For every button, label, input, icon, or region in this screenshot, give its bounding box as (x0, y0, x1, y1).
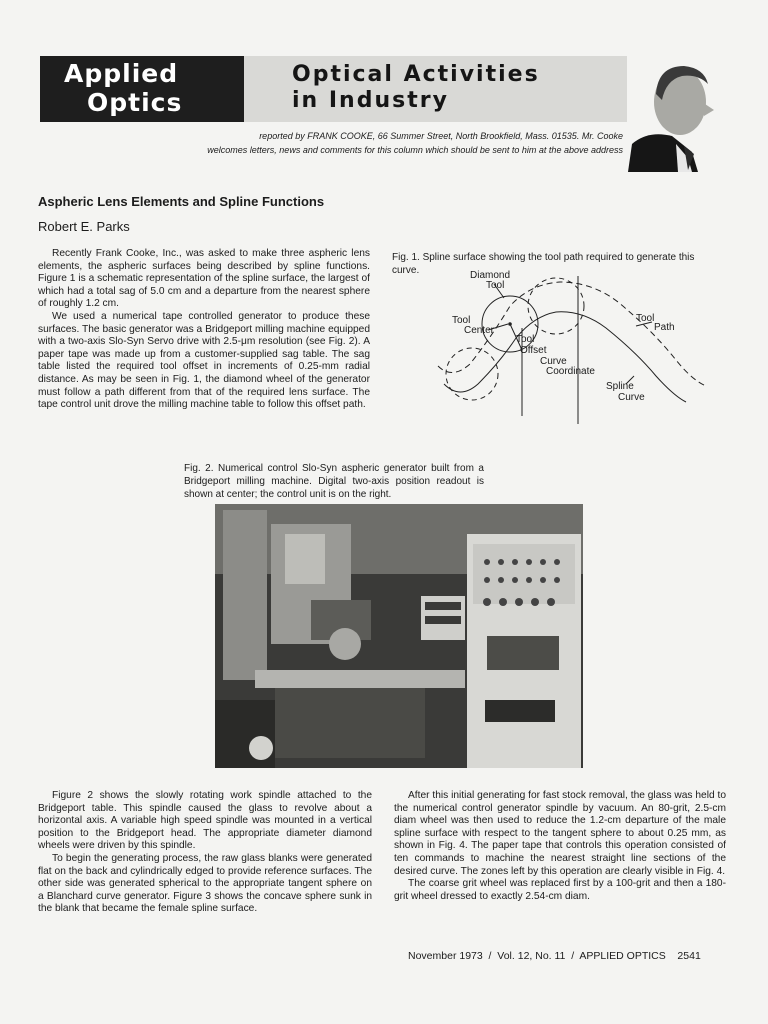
column-title-line-2: in Industry (292, 88, 449, 113)
paragraph-3: Figure 2 shows the slowly rotating work spindle attached to the Bridgeport table. This spindle caused the glass to revolve about a horizontal axis. A variable high speed spindle was mounted in a vertical position to the Bridgeport head. The appropriate diameter diamond wheels were driven by this spindle. (38, 790, 372, 852)
paragraph-4: To begin the generating process, the raw glass blanks were generated flat on the back and cylindrically edged to provide reference surfaces. The other side was generated spherical to the appropriate tangent sphere on a Blanchard curve generator. Figure 3 shows the concave sphere sunk in the blank that became the female spline surface. (38, 852, 372, 915)
label-tool-offset-2: Offset (520, 345, 547, 356)
paragraph-5: After this initial generating for fast stock removal, the glass was held to the numerical control generator spindle by vacuum. An 80-grit, 2.5-cm diam wheel was then used to reduce the 1.2-cm departure of the male spline surface with respect to the tangent sphere to about 0.25 mm, as shown in Fig. 4. The paper tape that controls this operation consisted of ten commands to machine the nearest straight line sections of the desired curve. The zones left by this operation are clearly visible in Fig. 4. (394, 790, 726, 877)
body-column-left-bottom (38, 790, 372, 916)
reporter-line-2: welcomes letters, news and comments for this column which should be sent to him at the above address (207, 145, 623, 155)
label-spline-1: Spline (606, 381, 634, 392)
article-title: Aspheric Lens Elements and Spline Functions (38, 194, 325, 209)
label-curve-2: Coordinate (546, 366, 595, 377)
tool-wheel-ghost-left (446, 348, 498, 400)
figure-1-caption: Fig. 1. Spline surface showing the tool path required to generate this curve. (392, 252, 695, 276)
page-footer: November 1973 / Vol. 12, No. 11 / APPLIED OPTICS 2541 (408, 950, 701, 962)
column-title-line-1: Optical Activities (292, 62, 540, 87)
paragraph-6: The coarse grit wheel was replaced first by a 100-grit and then a 180-grit wheel dressed to exactly 2.54-cm diam. (394, 878, 726, 902)
paragraph-1: Recently Frank Cooke, Inc., was asked to make three aspheric lens elements, the aspheric surfaces being described by spline functions. Figure 1 is a schematic representation of the spline surface, the largest of which had a total sag of 5.0 cm and a departure from the nearest sphere of roughly 1.2 cm. (38, 248, 370, 310)
label-curve-1: Curve (540, 356, 567, 367)
tool-center-dot (508, 322, 512, 326)
machine-table (255, 670, 465, 688)
logo-line-2: Optics (87, 88, 183, 117)
wall-panel (223, 510, 267, 680)
reporter-line-1: reported by FRANK COOKE, 66 Summer Street, North Brookfield, Mass. 01535. Mr. Cooke (259, 131, 623, 141)
figure-2-photo (215, 504, 583, 768)
article-author: Robert E. Parks (38, 219, 130, 234)
paragraph-2: We used a numerical tape controlled generator to produce these surfaces. The basic generator was a Bridgeport milling machine equipped with a two-axis Slo-Syn Servo drive with 2.5-μm resolution (see Fig. 2). A paper tape was made up from a customer-supplied sag table. The sag table listed the required tool offset in increments of 0.25-mm radial distance. As may be seen in Fig. 1, the diamond wheel of the generator must follow a path different from that of the required lens surface. The tape control unit drove the milling machine table to follow this offset path. (38, 310, 370, 411)
label-tool-path-2: Path (654, 322, 675, 333)
label-diamond: Diamond (470, 270, 511, 281)
tape-reader (487, 636, 559, 670)
tool-wheel-ghost-right (528, 278, 584, 334)
journal-logo-block (40, 56, 244, 122)
machine-photo-illustration (215, 504, 583, 768)
label-tool-top: Tool (486, 280, 505, 291)
body-column-right-bottom (394, 790, 726, 903)
nameplate (485, 700, 555, 722)
figure-2-caption: Fig. 2. Numerical control Slo-Syn aspheric generator built from a Bridgeport milling machine. Digital two-axis position readout is shown at center; the control unit is on the right. (184, 463, 484, 500)
work-spindle (329, 628, 361, 660)
logo-line-1: Applied (64, 59, 179, 88)
label-spline-2: Curve (618, 392, 645, 403)
label-tool-path-1: Tool (636, 313, 655, 324)
figure-1-diagram (430, 266, 730, 426)
author-portrait (628, 58, 720, 172)
body-column-left-top (38, 248, 370, 412)
label-tool-offset-1: Tool (516, 334, 535, 345)
label-tool-left: Tool (452, 315, 471, 326)
label-center: Center (464, 325, 495, 336)
